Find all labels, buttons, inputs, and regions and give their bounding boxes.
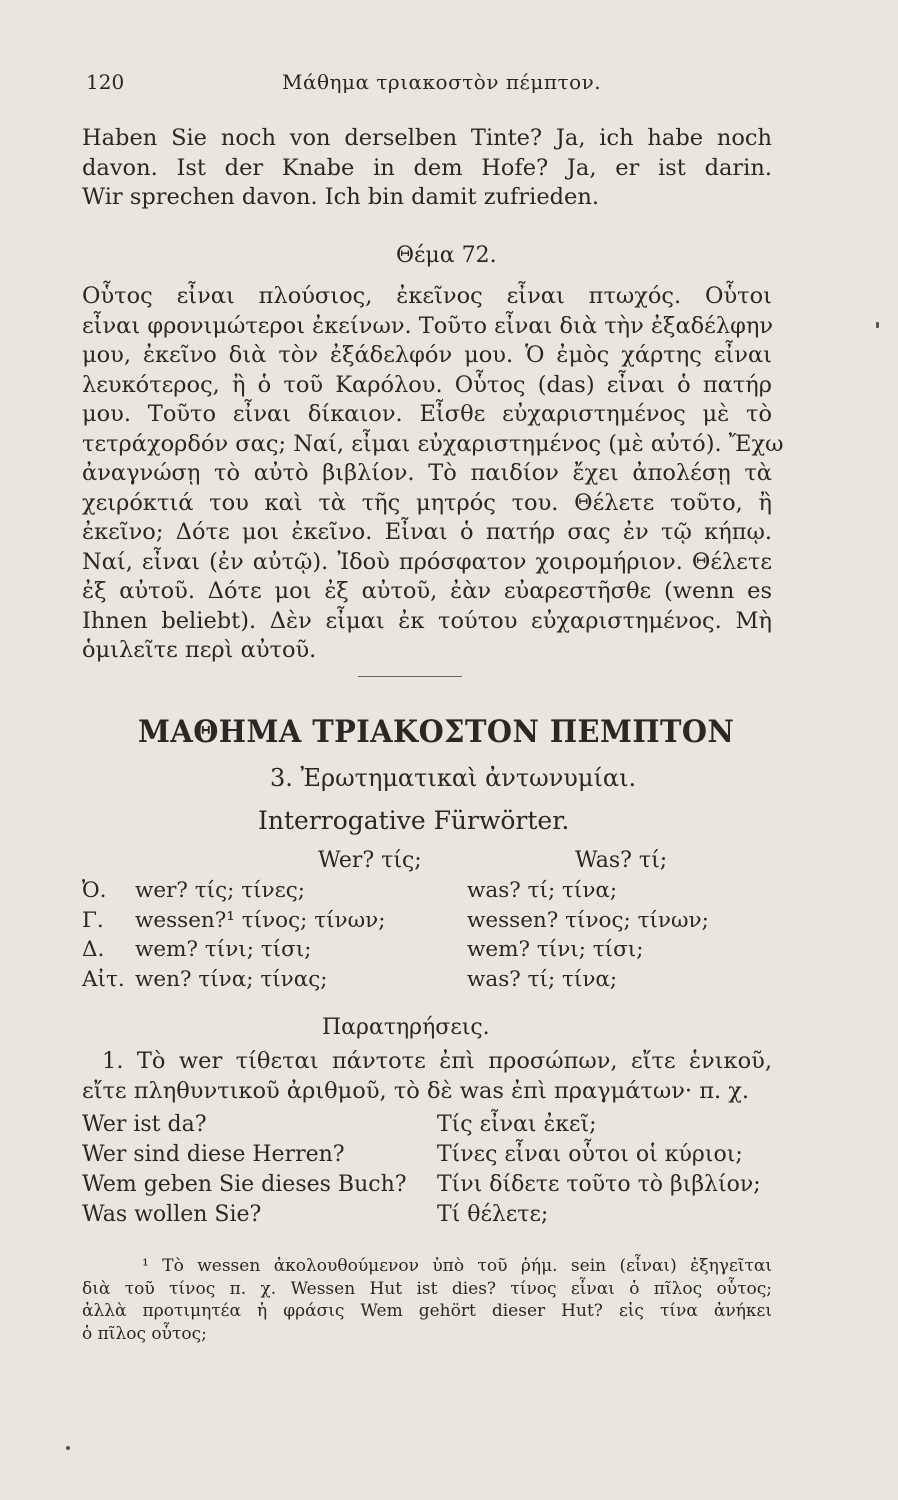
text-line: davon. Ist der Knabe in dem Hofe? Ja, er ist darin. [82, 154, 772, 181]
print-speck [876, 322, 879, 328]
example-german: Wer ist da? [82, 1112, 207, 1137]
examples-german [82, 1110, 407, 1230]
lesson-subtitle-german: Interrogative Fürwörter. [258, 806, 570, 835]
case-form: wessen?¹ τίνος; τίνων; [135, 907, 386, 933]
print-speck [66, 1446, 70, 1450]
text-line: ἀναγνώσῃ τὸ αὐτὸ βιβλίον. Τὸ παιδίον ἔχει ἀπολέσῃ τὰ [82, 460, 772, 486]
text-line: ἐξ αὐτοῦ. Δότε μοι ἐξ αὐτοῦ, ἐὰν εὐαρεστῆσθε (wenn es [82, 578, 772, 604]
remarks-title: Παρατηρήσεις. [322, 1015, 490, 1040]
text-line: τετράχορδόν σας; Ναί, εἶμαι εὐχαριστημένος (μὲ αὐτό). Ἔχω [82, 430, 784, 457]
text-line: μου, ἐκεῖνο διὰ τὸν ἐξάδελφόν μου. Ὁ ἐμὸς χάρτης εἶναι [82, 342, 772, 368]
footnote [82, 1255, 772, 1345]
text-line: Ναί, εἶναι (ἐν αὐτῷ). Ἰδοὺ πρόσφατον χοιρομήριον. Θέλετε [82, 548, 772, 575]
example-greek: Τί θέλετε; [437, 1202, 549, 1227]
lesson-subtitle-greek: 3. Ἐρωτηματικαὶ ἀντωνυμίαι. [270, 764, 637, 792]
example-german: Wem geben Sie dieses Buch? [82, 1172, 407, 1197]
example-greek: Τίς εἶναι ἐκεῖ; [437, 1112, 597, 1137]
text-line: εἶναι φρονιμώτεροι ἐκείνων. Τοῦτο εἶναι διὰ τὴν ἐξαδέλφην [82, 312, 774, 339]
text-line: μου. Τοῦτο εἶναι δίκαιον. Εἶσθε εὐχαριστημένος μὲ τὸ [82, 401, 772, 427]
text-line: Ihnen beliebt). Δὲν εἶμαι ἐκ τούτου εὐχαριστημένος. Μὴ [82, 607, 772, 634]
case-label: Γ. [82, 907, 104, 933]
declension-row: was? τί; τίνα; [467, 966, 618, 992]
case-label: Δ. [82, 937, 105, 962]
page-number: 120 [86, 70, 125, 94]
text-line: 1. Τὸ wer τίθεται πάντοτε ἐπὶ προσώπων, εἴτε ἑνικοῦ, [102, 1048, 772, 1074]
examples-greek [437, 1110, 761, 1230]
text-line: εἴτε πληθυντικοῦ ἀριθμοῦ, τὸ δὲ was ἐπὶ πραγμάτων· π. χ. [82, 1077, 750, 1104]
case-form: wen? τίνα; τίνας; [135, 966, 328, 992]
case-label: Ὀ. [82, 878, 107, 903]
running-title: Μάθημα τριακοστὸν πέμπτον. [282, 70, 602, 94]
case-label: Αἰτ. [82, 966, 125, 992]
declension-was-table [467, 876, 709, 994]
footnote-line: ἀλλὰ προτιμητέα ἡ φράσις Wem gehört dieser Hut? εἰς τίνα ἀνήκει [82, 1301, 772, 1321]
declension-row: wessen? τίνος; τίνων; [467, 907, 709, 933]
declension-head-wer: Wer? τίς; [318, 848, 422, 873]
text-line: Haben Sie noch von derselben Tinte? Ja, ich habe noch [82, 125, 772, 151]
footnote-line: ὁ πῖλος οὗτος; [82, 1323, 207, 1344]
footnote-line: διὰ τοῦ τίνος π. χ. Wessen Hut ist dies? τίνος εἶναι ὁ πῖλος οὗτος; [82, 1278, 772, 1299]
remarks-text [82, 1047, 772, 1106]
text-line: χειρόκτιά του καὶ τὰ τῆς μητρός του. Θέλετε τοῦτο, ἢ [82, 489, 772, 516]
footnote-line: ¹ Τὸ wessen ἀκολουθούμενον ὑπὸ τοῦ ῥήμ. sein (εἶναι) ἐξηγεῖται [142, 1256, 772, 1276]
example-greek: Τίνες εἶναι οὗτοι οἱ κύριοι; [437, 1142, 743, 1167]
example-greek: Τίνι δίδετε τοῦτο τὸ βιβλίον; [437, 1172, 761, 1197]
german-sentences [82, 124, 772, 213]
case-form: wer? τίς; τίνες; [135, 878, 306, 903]
lesson-title: ΜΑΘΗΜΑ ΤΡΙΑΚΟΣΤΟΝ ΠΕΜΠΤΟΝ [138, 714, 735, 750]
example-german: Wer sind diese Herren? [82, 1142, 345, 1167]
text-line: ὁμιλεῖτε περὶ αὐτοῦ. [82, 637, 317, 663]
case-form: wem? τίνι; τίσι; [135, 937, 312, 962]
example-german: Was wollen Sie? [82, 1202, 262, 1227]
text-line: Οὗτος εἶναι πλούσιος, ἐκεῖνος εἶναι πτωχός. Οὗτοι [82, 283, 772, 309]
exercise-title: Θέμα 72. [396, 243, 497, 268]
text-line: ἐκεῖνο; Δότε μοι ἐκεῖνο. Εἶναι ὁ πατήρ σας ἐν τῷ κήπῳ. [82, 519, 772, 545]
text-line: Wir sprechen davon. Ich bin damit zufrieden. [82, 184, 599, 210]
text-line: λευκότερος, ἢ ὁ τοῦ Καρόλου. Οὗτος (das) εἶναι ὁ πατήρ [82, 371, 772, 398]
section-divider [358, 676, 462, 677]
exercise-text [82, 282, 784, 666]
declension-row: was? τί; τίνα; [467, 878, 618, 903]
declension-row: wem? τίνι; τίσι; [467, 937, 644, 962]
declension-head-was: Was? τί; [575, 848, 668, 873]
